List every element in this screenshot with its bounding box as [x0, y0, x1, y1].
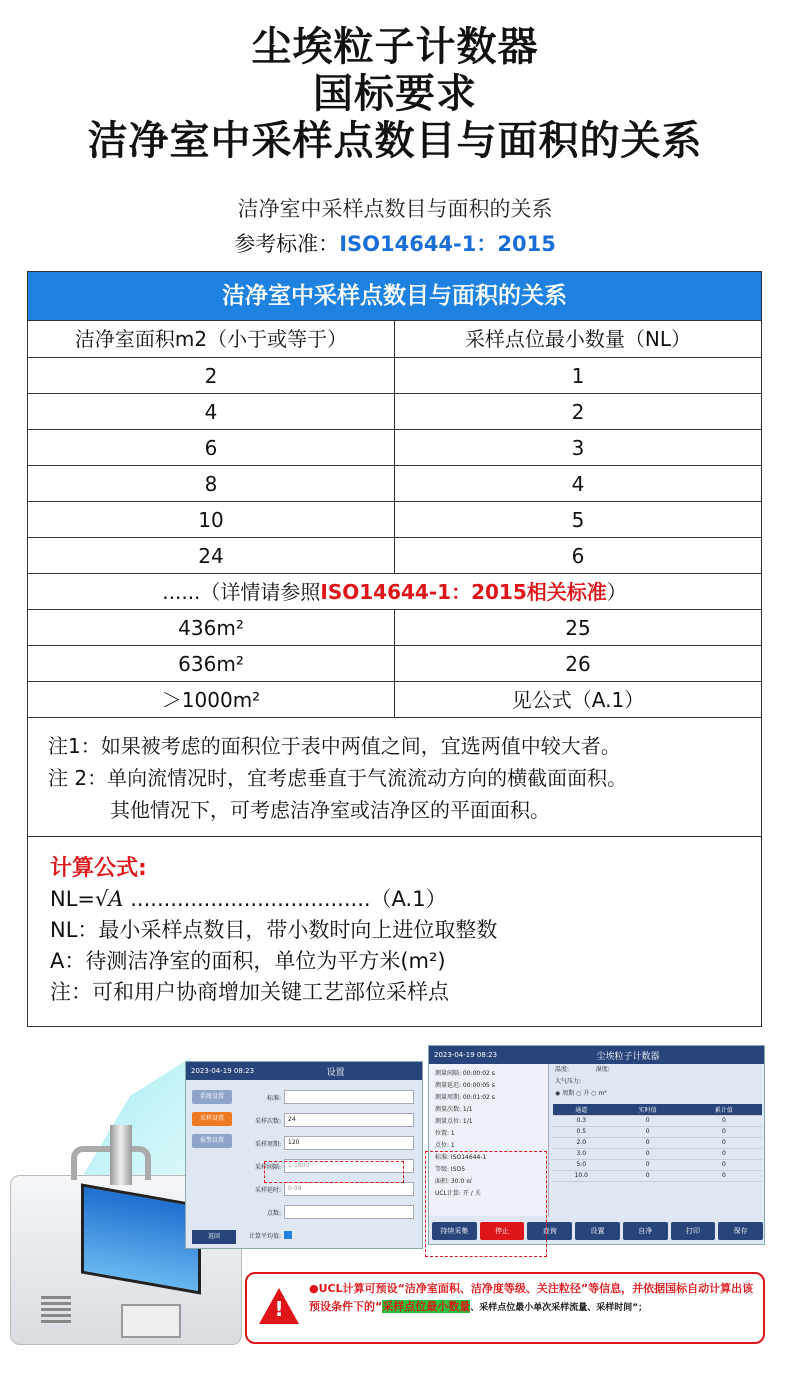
- cell: 0: [686, 1126, 762, 1137]
- cell: 0: [610, 1115, 686, 1126]
- reference-standard: [0, 228, 790, 258]
- cell: 26: [394, 646, 761, 681]
- tab-system[interactable]: 系统设置: [192, 1090, 232, 1104]
- title-block: [0, 24, 790, 165]
- tab-alarm[interactable]: 报警设置: [192, 1134, 232, 1148]
- table-row: [553, 1137, 762, 1148]
- formula-block: [28, 836, 761, 1026]
- cell: 2: [204, 364, 218, 388]
- field-label: 标准:: [266, 1094, 281, 1102]
- position-select[interactable]: 位置: 1: [435, 1130, 455, 1137]
- param: 等级: ISO5: [435, 1166, 466, 1173]
- cell: 0: [686, 1159, 762, 1170]
- cell: 0.5: [553, 1126, 610, 1137]
- grid-header: 通道: [553, 1104, 610, 1115]
- period-input[interactable]: 120: [284, 1136, 414, 1150]
- cell: 25: [394, 610, 761, 645]
- field-points: [244, 1205, 414, 1219]
- delay-input[interactable]: 0-99: [284, 1182, 414, 1196]
- stop-button[interactable]: 停止: [480, 1222, 525, 1240]
- points-input[interactable]: [284, 1205, 414, 1219]
- field-label: 点数:: [266, 1209, 281, 1217]
- settings-screen: [185, 1061, 423, 1249]
- exclamation-icon: !: [274, 1297, 284, 1321]
- cell: 6: [204, 436, 218, 460]
- env-row: [549, 1064, 766, 1076]
- temp-label: 温度:: [555, 1066, 570, 1073]
- cell: 5.0: [553, 1159, 610, 1170]
- cell: 10.0: [553, 1170, 610, 1181]
- field-count: [244, 1113, 414, 1127]
- readings-grid: [553, 1104, 762, 1182]
- sampling-probe: [110, 1125, 132, 1185]
- param: 标准: ISO14644-1: [435, 1154, 487, 1161]
- subtitle: 洁净室中采样点数目与面积的关系: [237, 197, 553, 221]
- warning-text: 可预设“洁净室面积、洁净度等级、关注粒径”等信息，并依据国标自动计算出该预设条件下的“: [309, 1282, 754, 1313]
- back-button[interactable]: 返回: [192, 1230, 236, 1244]
- cell: 见公式（A.1）: [394, 682, 761, 717]
- col-area-header: 洁净室面积m2（小于或等于）: [74, 327, 348, 351]
- readings-panel: [549, 1064, 766, 1216]
- cell: 3.0: [553, 1148, 610, 1159]
- table-row: [28, 393, 761, 429]
- highlight-box: [425, 1151, 547, 1257]
- pressure-label: 大气压力:: [555, 1078, 582, 1085]
- query-button[interactable]: 查询: [527, 1222, 572, 1240]
- formula-line: [50, 884, 761, 915]
- title-line-2: 国标要求: [313, 71, 477, 117]
- col-nl-header: 采样点位最小数量（NL）: [394, 321, 761, 357]
- formula-def-2: A：待测洁净室的面积，单位为平方米(m²): [50, 949, 446, 973]
- ref-label: 参考标准：: [234, 232, 340, 256]
- cell: 3: [394, 430, 761, 465]
- cell: ＞1000m²: [161, 688, 261, 712]
- field-label: 计算平均值:: [248, 1232, 281, 1240]
- field-average: [244, 1228, 414, 1242]
- notes: [28, 717, 761, 836]
- field-label: 采样间隔:: [254, 1163, 281, 1171]
- settings-sidebar: [192, 1090, 232, 1156]
- cell: 0: [610, 1159, 686, 1170]
- table-row: [553, 1115, 762, 1126]
- formula-title: 计算公式:: [50, 856, 147, 881]
- settings-title: 设置: [326, 1067, 345, 1078]
- device-screen: [81, 1183, 201, 1294]
- tab-sampling[interactable]: 采样设置: [192, 1112, 232, 1126]
- cell: 5: [394, 502, 761, 537]
- ref-std: ISO14644-1：2015: [339, 232, 556, 256]
- note-2: 注 2：单向流情况时，宜考虑垂直于气流流动方向的横截面面积。: [48, 766, 628, 790]
- cell: 6: [394, 538, 761, 573]
- title-line-3: 洁净室中采样点数目与面积的关系: [87, 118, 703, 164]
- unit-option[interactable]: 周期: [562, 1090, 575, 1097]
- table-row: [28, 357, 761, 393]
- grid-header: 累计值: [686, 1104, 762, 1115]
- cell: 436m²: [178, 616, 244, 640]
- ellipsis-prefix: ......（详情请参照: [162, 580, 321, 604]
- ellipsis-standard: ISO14644-1：2015相关标准: [320, 580, 607, 604]
- formula-dots: ....................................（A.1）: [123, 887, 447, 911]
- settings-button[interactable]: 设置: [575, 1222, 620, 1240]
- cell: 8: [204, 472, 218, 496]
- formula-prefix: NL=: [50, 887, 96, 911]
- settings-titlebar: [186, 1062, 422, 1080]
- field-label: 采样次数:: [254, 1117, 281, 1125]
- self-clean-button[interactable]: 自净: [623, 1222, 668, 1240]
- field-delay: [244, 1182, 414, 1196]
- cell: 0.3: [553, 1115, 610, 1126]
- param: 测量间隔: 00:00:02 s: [435, 1070, 495, 1077]
- interval-input[interactable]: 1-1800: [284, 1159, 414, 1173]
- ellipsis-row: [28, 573, 761, 609]
- table-header-row: [28, 320, 761, 357]
- table-row: [28, 429, 761, 465]
- table-title: 洁净室中采样点数目与面积的关系: [28, 272, 761, 320]
- main-titlebar: [429, 1046, 764, 1064]
- title-line-1: 尘埃粒子计数器: [251, 24, 539, 70]
- param: 测量点位: 1/1: [435, 1118, 473, 1125]
- cell: 0: [610, 1137, 686, 1148]
- field-label: 采样延时:: [254, 1186, 281, 1194]
- cell: 24: [198, 544, 224, 568]
- highlight-box: [264, 1161, 404, 1183]
- cell: 0: [610, 1148, 686, 1159]
- cell: 636m²: [178, 652, 244, 676]
- cell: 4: [204, 400, 218, 424]
- param: 面积: 30.0 ㎡: [435, 1178, 473, 1185]
- print-button[interactable]: 打印: [671, 1222, 716, 1240]
- continuous-button[interactable]: 持续采集: [432, 1222, 477, 1240]
- ellipsis-suffix: ）: [606, 580, 627, 604]
- table-row: [28, 645, 761, 681]
- table-row: [28, 537, 761, 573]
- grid-header: 实时值: [610, 1104, 686, 1115]
- field-period: [244, 1136, 414, 1150]
- printer-slot: [121, 1304, 181, 1338]
- unit-option[interactable]: 升: [583, 1090, 590, 1097]
- cell: 2: [394, 394, 761, 429]
- warning-highlight: 采样点位最小数量: [382, 1300, 471, 1313]
- datetime: 2023-04-19 08:23: [191, 1067, 255, 1075]
- standard-input[interactable]: [284, 1090, 414, 1104]
- note-2b: 其他情况下，可考虑洁净室或洁净区的平面面积。: [110, 798, 550, 822]
- cell: 0: [610, 1126, 686, 1137]
- area-table: [27, 271, 762, 1027]
- average-checkbox[interactable]: [284, 1231, 292, 1239]
- cell: 0: [686, 1170, 762, 1181]
- vent: [41, 1296, 71, 1326]
- table-row: [28, 501, 761, 537]
- count-input[interactable]: 24: [284, 1113, 414, 1127]
- table-row: [28, 609, 761, 645]
- formula-note: 注：可和用户协商增加关键工艺部位采样点: [50, 980, 449, 1004]
- table-row: [553, 1126, 762, 1137]
- cell: 0: [686, 1148, 762, 1159]
- param: 测量延迟: 00:00:05 s: [435, 1082, 495, 1089]
- table-row: [28, 465, 761, 501]
- param: 测量次数: 1/1: [435, 1106, 473, 1113]
- cell: 1: [394, 358, 761, 393]
- field-label: 采样周期:: [254, 1140, 281, 1148]
- unit-radios[interactable]: ◉ 周期 ○ 升 ○ m³: [555, 1090, 607, 1097]
- warning-tail: 、采样点位最小单次采样流量、采样时间”；: [470, 1303, 648, 1313]
- cell: 0: [686, 1137, 762, 1148]
- cell: 0: [610, 1170, 686, 1181]
- table-row: [553, 1148, 762, 1159]
- table-row: [28, 681, 761, 717]
- formula-def-1: NL：最小采样点数目，带小数时向上进位取整数: [50, 918, 498, 942]
- cell: 4: [394, 466, 761, 501]
- point-stepper[interactable]: 点位: 1: [435, 1142, 455, 1149]
- sqrt-a: √A: [95, 887, 124, 911]
- main-title: 尘埃粒子计数器: [596, 1051, 660, 1062]
- datetime: 2023-04-19 08:23: [434, 1051, 498, 1059]
- cell: 2.0: [553, 1137, 610, 1148]
- humidity-label: 湿度:: [595, 1066, 610, 1073]
- cell: 10: [198, 508, 224, 532]
- save-button[interactable]: 保存: [718, 1222, 763, 1240]
- unit-option[interactable]: m³: [598, 1090, 607, 1097]
- table-row: [553, 1170, 762, 1181]
- ucl-toggle[interactable]: UCL计算: 开 / 关: [435, 1190, 481, 1197]
- device-illustration: [0, 1025, 790, 1380]
- table-row: [553, 1159, 762, 1170]
- warning-lead: ●UCL计算: [309, 1282, 365, 1295]
- param: 测量周期: 00:01:02 s: [435, 1094, 495, 1101]
- note-1: 注1：如果被考虑的面积位于表中两值之间，宜选两值中较大者。: [48, 734, 621, 758]
- cell: 0: [686, 1115, 762, 1126]
- ucl-warning: [245, 1272, 765, 1344]
- field-standard: [244, 1090, 414, 1104]
